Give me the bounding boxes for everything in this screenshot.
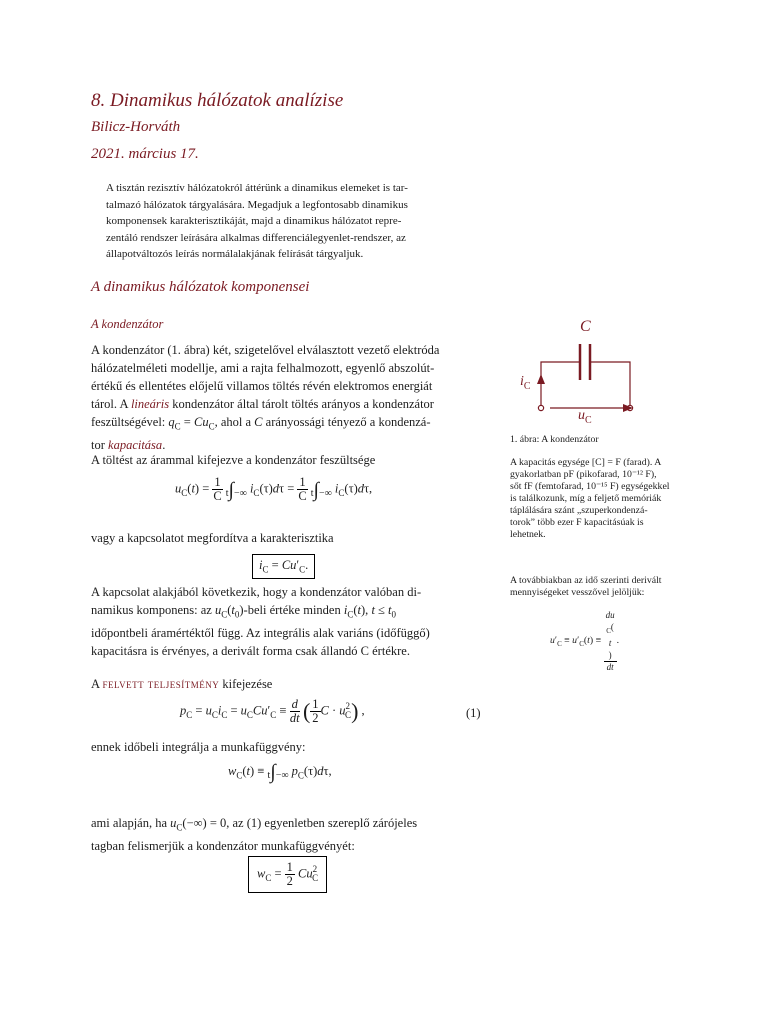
abstract xyxy=(106,180,456,263)
paragraph-4 xyxy=(91,583,476,660)
text-line: kapacitásra is érvényes, a derivált forma csak állandó C értékre. xyxy=(91,643,410,658)
equation-characteristic-boxed: $i_C = Cu'_C$. xyxy=(252,554,315,579)
text-line: időpontbeli áramértéktől függ. Az integrális alak variáns (időfüggő) xyxy=(91,625,430,640)
text-line: tárol. A lineáris kondenzátor által tárolt töltés arányos a kondenzátor xyxy=(91,397,434,411)
text-line: hálózatelméleti modellje, ami a rajta felhalmozott, egyenlő abszolút- xyxy=(91,361,435,375)
paper-title: 8. Dinamikus hálózatok analízise xyxy=(91,90,344,111)
figure-label-C: C xyxy=(580,318,591,335)
text-line: namikus komponens: az $u_C(t_0)$-beli értéke minden $i_C(t)$, $t \le t_0$ xyxy=(91,603,397,620)
sidenote-line: A kapacitás egysége [C] = F (farad). A xyxy=(510,457,662,468)
text-line: feszültségével: $q_C = Cu_C$, ahol a C arányossági tényező a kondenzá- xyxy=(91,415,431,432)
term-absorbed-power: felvett teljesítmény xyxy=(102,677,220,691)
paper-date: 2021. március 17. xyxy=(91,146,199,162)
figure-label-voltage: $u_C$ xyxy=(578,408,592,426)
sidenote-line: gyakorlatban pF (pikofarad, 10⁻¹² F), xyxy=(510,469,657,480)
text-line: tagban felismerjük a kondenzátor munkafüggvényét: xyxy=(91,838,355,853)
sidenote-derivative-formula: $u'_C \equiv u'_C(t)$ ≡ du $_C$( t ) dt . xyxy=(550,610,620,672)
sidenote-line: is találkozunk, míg a feljető memóriák xyxy=(510,493,662,504)
section-heading: A dinamikus hálózatok komponensei xyxy=(91,279,310,295)
equation-voltage-integral: $u_C(t)$ = $\frac{1}{C}$ t∫−∞ $i_C(\tau)d\tau$ = $\frac{1}{C}$ t∫−∞ $i_C(\tau)d\tau$, xyxy=(175,475,373,503)
paper-author: Bilicz-Horváth xyxy=(91,119,181,135)
text-line: ami alapján, ha $u_C(-\infty) = 0$, az (1) egyenletben szereplő zárójeles xyxy=(91,816,418,833)
equation-energy-boxed: $w_C$ = $\frac{1}{2}$ $Cu^2_C$ xyxy=(248,856,327,893)
equation-work-integral: $w_C(t) \equiv t\int-\infty$ $p_C(\tau)d\tau$, xyxy=(228,761,332,783)
sidenote-line: sőt fF (femtofarad, 10⁻¹⁵ F) egységekkel xyxy=(510,481,670,492)
paragraph-5: A felvett teljesítmény kifejezése xyxy=(91,677,273,691)
abstract-line: zentáló rendszer leírására alkalmas differenciálegyenlet-rendszer, az xyxy=(106,231,406,244)
inline-math-charge: q xyxy=(168,415,175,429)
text-line: A kapcsolat alakjából következik, hogy a kondenzátor valóban di- xyxy=(91,585,422,599)
figure-label-current: $i_C$ xyxy=(520,374,531,392)
sidenote-unit xyxy=(510,457,710,541)
abstract-line: komponensek karakterisztikáját, majd a dinamikus hálózatot repre- xyxy=(106,215,402,227)
sidenote-line: táplálására szánt „szuperkondenzá- xyxy=(510,505,648,516)
sidenote-line: mennyiségeket vesszővel jelöljük: xyxy=(510,587,645,598)
equation-power: $p_C = u_Ci_C = u_CCu'_C$ ≡ $\frac{d}{dt}$ ( $\frac{1}{2}$ $C \cdot u^2_C$) , xyxy=(180,697,365,725)
paragraph-2: A töltést az árammal kifejezve a kondenzátor feszültsége xyxy=(91,453,376,467)
sidenote-derivative xyxy=(510,575,710,599)
sidenote-line: lehetnek. xyxy=(510,529,546,540)
paragraph-6: ennek időbeli integrálja a munkafüggvény: xyxy=(91,740,306,754)
sidenote-line: A továbbiakban az idő szerinti derivált xyxy=(510,575,662,586)
equation-number: (1) xyxy=(466,706,481,720)
abstract-line: A tisztán rezisztív hálózatokról áttérünk a dinamikus elemeket is tar- xyxy=(106,182,408,194)
emphasis-linear: lineáris xyxy=(130,397,170,411)
text-line: értékű és ellentétes előjelű villamos töltés révén elektromos energiát xyxy=(91,379,433,393)
paragraph-1 xyxy=(91,341,476,454)
subsection-heading: A kondenzátor xyxy=(91,317,164,331)
sidenote-line: torok” több ezer F kapacitásúak is xyxy=(510,517,644,528)
figure-caption: 1. ábra: A kondenzátor xyxy=(510,434,599,445)
paragraph-3: vagy a kapcsolatot megfordítva a karakterisztika xyxy=(91,531,334,545)
emphasis-capacitance: kapacitása xyxy=(108,437,163,452)
paragraph-7 xyxy=(91,814,476,855)
abstract-line: talmazó hálózatok tárgyalására. Megadjuk a legfontosabb dinamikus xyxy=(106,198,408,211)
text-line: A kondenzátor (1. ábra) két, szigetelővel elválasztott vezető elektróda xyxy=(91,343,440,357)
text-line: tor kapacitása. xyxy=(91,437,166,452)
abstract-line: állapotváltozós leírás normálalakjának felírását tárgyaljuk. xyxy=(106,248,364,260)
